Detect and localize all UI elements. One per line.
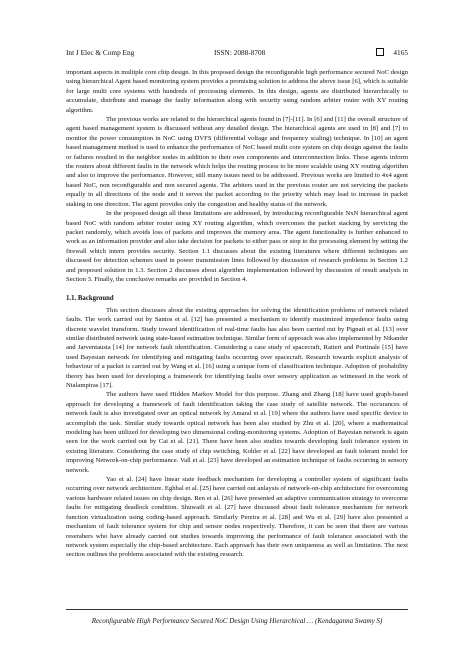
journal-name: Int J Elec & Comp Eng bbox=[66, 48, 135, 57]
running-footer: Reconfigurable High Performance Secured NoC Design Using Hierarchical … (Kendaganna Swamy S) bbox=[91, 617, 383, 625]
paragraph: The authors have used Hidden Markov Model for this purpose. Zhang and Zhang [18] have used graph-based approach for developing a framework of fault identification taking the case study of satellite network. The occurances of network fault is also investigated over an optical network by Amaral et al. [19] where the authors have used specific device to accomplish the task. Similar study towards optical network has been also studied by Zhu et al. [20], where a mathematical modeling has been utilized for developing two dimensional coding-monitoring systems. Adoption of Bayesian network is again seen for the work carried out by Cai et al. [21]. There have been also studies towards developing fault tolerance system in existing literature. Considering the case study of chip switching, Kohler et al. [22] have developed an fault tolerant model for improving Network-on-chip performance. Vall et al. [23] have developed an estimation technique of faults occurring in sensory network. bbox=[66, 391, 408, 474]
footer-divider bbox=[66, 609, 408, 610]
checkbox-icon bbox=[376, 48, 384, 56]
paragraph: Yao et al. [24] have linear state feedback mechanism for developing a controller system of significant faults occurring over network architecture. Eghbal et al. [25] have carried out anlaysis of network-on-chip architecture for overcoming various hardware related issues on chip design. Ren et al. [26] have presented an adaptive communication strategy to overcome faults for mitigating deadlock condition. Shuwaili et al. [27] have discussed about fault tolerance mechanism for network function virtualization using coding-based approach. Similarly Pereira et al. [28] and Wu et al. [29] have also presented a mechanism of fault tolerance system for chip and sensor nodes respectively. Therefore, it can be seen that there are various reserahers who have already carried out studies towards improving the performance of fault tolerance associated with the network system especially the chip-based architecture. Each approach has their own uniqueness as well as limitation. The next section outlines the problems associated with the existing research. bbox=[66, 476, 408, 559]
page-number-block bbox=[376, 47, 408, 59]
section-heading: 1.1. Background bbox=[66, 295, 114, 303]
paragraph: important aspects in multiple core chip design. In this proposed design the reconfigurable high performance secured NoC design using hierarchical Agent based monitoring system provides a promising solution to address the above issue [6], which is suitable for large multi core systems with hundreds of processing elements. In this design, agents are distributed hierarchically to accumulate, distribute and manage the faulty information along with security using random arbiter router with XY routing algorithm. bbox=[66, 69, 408, 114]
body-text bbox=[66, 68, 408, 560]
page-number: 4165 bbox=[393, 48, 408, 57]
paragraph: In the proposed design all these limitations are addressed, by introducing reconfigurable NxN hierarchical agent based NoC with random arbiter router using XY routing algorithm, which overcomes the packet stacking by servicing the packet randomly, which avoids loss of packets and improves the memory area. The agent functionality is further enhanced to work as an information provider and also take decision for packets to either pass or stop to the processing element by setting the firewall which intern provides security. Section 1.1 discusses about the existing literatures where different techniques are discussed for detection schemes used in power transmission lines followed by discussion of research problems in Section 1.2 and proposed solution in 1.3. Section 2 discusses about algorithm implementation followed by discussion of result analysis in Section 3. Finally, the conclusive remarks are provided in Section 4. bbox=[66, 210, 408, 283]
page-header bbox=[66, 47, 408, 59]
issn: ISSN: 2088-8708 bbox=[214, 48, 266, 57]
paragraph: This section discusses about the existing approaches for solving the identification problems of network related faults. The work carried out by Santos et al. [12] has presented a mechanism to identify maximized impedence faults using discrete wavelet transform. Study toward identification of real-time faults has also been carried out by Pignati et al. [13] over similar distributed network using state-based estimation technique. Similar form of approach was also implemented by Nikander and Jarventausta [14] for network fault identification. Considering a case study of spacecraft, Raiteri and Portinale [15] have used Bayesian network for identifying and mitigating faults occurring over spacecraft. Research towards explicit analysis of behaviour of a packet is carried out by Wang et al. [16] using a unique form of classification technique. Adoption of probability theory has been used for developing a framework for identifying faults over sensory application as witnessed in the work of Ntalampiras [17]. bbox=[66, 306, 408, 389]
paragraph: The previous works are related to the hierarchical agents found in [7]-[11]. In [6] and [11] the overall structure of agent based management system is discussed without any detailed design. The hierarchical agents are used in [8] and [7] to monitor the power consumption in NoC using DVFS (differential voltage and frequency scaling) technique. In [10] an agent based management method is used to enhance the performance of NoC based multi core system on chip design against the faults or failures resulted in the neighbor nodes in addition to their own components and interconnection links. These agents inform the routers about different faults in the network which helps the routing process to be more scalable using XY routing algorithm and also to improve the performance. However, still many issues need to be addressed. Previous works are limited to 4x4 agent based NoC, non reconfigurable and non secured agents. The arbiters used in the previous router are not servicing the packets equally in all directions of the node and it serves the packet according to the priority which may lead to increase in packet staking in one direction. The agent provides only the congestion and healthy status of the network. bbox=[66, 116, 408, 208]
